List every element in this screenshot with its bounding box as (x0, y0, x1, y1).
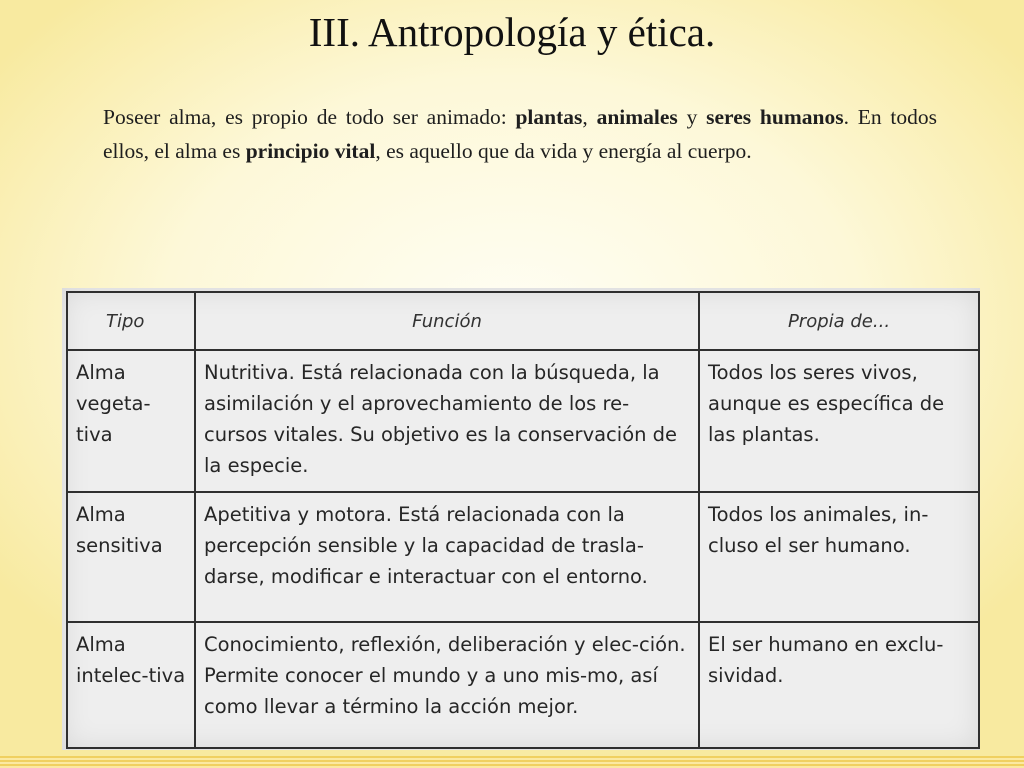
intro-bold-principio-vital: principio vital (245, 139, 376, 163)
header-funcion: Función (195, 292, 699, 350)
cell-funcion: Conocimiento, reflexión, deliberación y elec-ción. Permite conocer el mundo y a uno mis-mo, así como llevar a término la acción mejor. (195, 622, 699, 748)
intro-text: . En todos ellos, el alma es (103, 105, 937, 163)
table-row (67, 350, 979, 492)
table-row (67, 622, 979, 748)
cell-funcion: Nutritiva. Está relacionada con la búsqueda, la asimilación y el aprovechamiento de los re-cursos vitales. Su objetivo es la conservación de la especie. (195, 350, 699, 492)
decorative-bottom-stripe (0, 756, 1024, 768)
cell-funcion: Apetitiva y motora. Está relacionada con la percepción sensible y la capacidad de trasla-darse, modificar e interactuar con el entorno. (195, 492, 699, 622)
intro-bold-animales: animales (596, 105, 678, 129)
intro-paragraph (103, 100, 937, 168)
intro-text: , es aquello que da vida y energía al cuerpo. (375, 139, 752, 163)
header-tipo: Tipo (67, 292, 195, 350)
intro-bold-seres-humanos: seres humanos (706, 105, 844, 129)
slide-title: III. Antropología y ética. (308, 9, 716, 55)
intro-bold-plantas: plantas (515, 105, 583, 129)
cell-propia: Todos los animales, in-cluso el ser humano. (699, 492, 979, 622)
scanned-table-image (62, 288, 980, 750)
intro-text: Poseer alma, es propio de todo ser animado: (103, 105, 516, 129)
table-header-row (67, 292, 979, 350)
table-row (67, 492, 979, 622)
cell-tipo: Alma sensitiva (67, 492, 195, 622)
cell-tipo: Alma intelec-tiva (67, 622, 195, 748)
intro-text: , (582, 105, 597, 129)
cell-tipo: Alma vegeta-tiva (67, 350, 195, 492)
cell-propia: Todos los seres vivos, aunque es específica de las plantas. (699, 350, 979, 492)
intro-text: y (677, 105, 707, 129)
cell-propia: El ser humano en exclu-sividad. (699, 622, 979, 748)
header-propia: Propia de... (699, 292, 979, 350)
soul-types-table (66, 291, 980, 749)
